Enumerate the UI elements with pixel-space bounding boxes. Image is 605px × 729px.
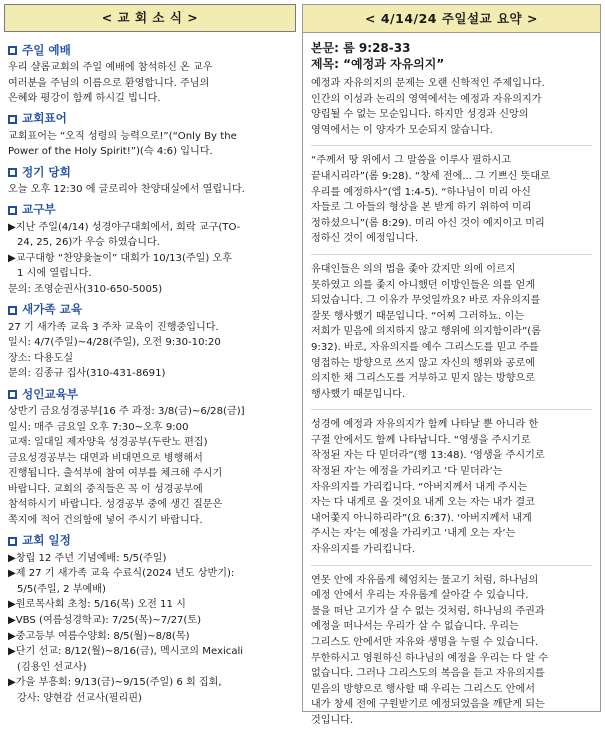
sermon-paragraph xyxy=(311,153,592,247)
paragraph-divider xyxy=(311,565,592,566)
sermon-text-line: 물을 떠난 고기가 살 수 없는 것처럼, 하나님의 주권과 xyxy=(311,605,545,617)
sermon-text-line: 영접하는 방향으로 쓰지 않고 자신의 행위와 공로에 xyxy=(311,357,536,369)
sermon-text-line: 인간의 이성과 논리의 영역에서는 예정과 자유의지가 xyxy=(311,93,542,105)
sermon-text-line: 것입니다. xyxy=(311,714,354,726)
sermon-text-line: 의지한 채 그리스도를 거부하고 믿지 않는 방향으로 xyxy=(311,373,536,385)
church-news-banner: < 교 회 소 식 > xyxy=(4,4,296,32)
section-text-line: 진행됩니다. 출석부에 참여 여부를 체크해 주시기 xyxy=(8,468,223,480)
paragraph-divider xyxy=(311,145,592,146)
section-title: 새가족 교육 xyxy=(22,302,83,317)
sermon-text-line: 작정된 자’는 예정을 가리키고 ‘다 믿더라’는 xyxy=(311,466,503,478)
sermon-text-line: 자유의지를 가리킵니다. “아버지께서 내게 주시는 xyxy=(311,481,528,493)
news-section-1 xyxy=(8,111,290,160)
square-bullet-icon xyxy=(8,115,17,124)
section-title: 주일 예배 xyxy=(22,42,71,57)
sermon-paragraphs xyxy=(311,76,592,729)
sermon-title: 제목: “예정과 자유의지” xyxy=(311,57,445,71)
news-section-6 xyxy=(8,533,290,707)
sermon-text-line: 연못 안에 자유롭게 헤엄치는 물고기 처럼, 하나님의 xyxy=(311,574,539,586)
section-title: 성인교육부 xyxy=(22,386,78,401)
sermon-text-line: 내가 창세 전에 구원받기로 예정되었음을 깨닫게 되는 xyxy=(311,699,545,711)
news-section-5 xyxy=(8,386,290,529)
section-text-line: 여러분을 주님의 이름으로 환영합니다. 주님의 xyxy=(8,77,210,89)
sermon-text-line: “주께서 땅 위에서 그 말씀을 이루사 필하시고 xyxy=(311,155,511,167)
sermon-text-line: 유대인들은 의의 법을 좇아 갔지만 의에 이르지 xyxy=(311,263,516,275)
section-title: 교회표어 xyxy=(22,111,67,126)
section-text-line: 쪽지에 적어 건의함에 넣어 주시기 바랍니다. xyxy=(8,515,203,527)
sermon-text-line: 잘못 행사했기 때문입니다. “어찌 그러하뇨. 이는 xyxy=(311,310,524,322)
paragraph-divider xyxy=(311,254,592,255)
square-bullet-icon xyxy=(8,46,17,55)
sermon-text-line: 내어쫓지 아니하리라”(요 6:37). ‘아버지께서 내게 xyxy=(311,512,532,524)
section-text-line: 5/5(주일, 2 부예배) xyxy=(17,583,106,595)
sermon-text-line: 9:32). 바로, 자유의지를 예수 그리스도를 믿고 주를 xyxy=(311,341,539,353)
sermon-text-line: 작정된 자는 다 믿더라”(행 13:48). ‘영생을 주시기로 xyxy=(311,450,545,462)
sermon-text-line: 자유의지를 가리킵니다. xyxy=(311,544,415,556)
sermon-text-line: 되었습니다. 그 이유가 무엇일까요? 바로 자유의지를 xyxy=(311,295,541,307)
section-text-line: ▶단기 선교: 8/12(월)~8/16(금), 멕시코의 Mexicali xyxy=(8,646,244,658)
section-text-line: 문의: 조영순권사(310-650-5005) xyxy=(8,283,163,295)
sermon-text-line: 정하신 것이 예정입니다. xyxy=(311,233,419,245)
sermon-text-line: 못하였고 의를 좇지 아니했던 이방인들은 의를 얻게 xyxy=(311,279,536,291)
section-text-line: 일시: 매주 금요일 오후 7:30~오후 9:00 xyxy=(8,421,189,433)
sermon-text-line: 양립될 수 없는 모순입니다. 하지만 성경과 신앙의 xyxy=(311,109,529,121)
section-heading xyxy=(8,111,290,128)
sermon-text-line: 행사했기 때문입니다. xyxy=(311,388,406,400)
section-text-line: 27 기 새가족 교육 3 주차 교육이 진행중입니다. xyxy=(8,321,219,333)
sermon-text-line: 우리를 예정하사”(엡 1:4-5). “하나님이 미리 아신 xyxy=(311,186,531,198)
sermon-paragraph xyxy=(311,573,592,729)
section-title: 교회 일정 xyxy=(22,533,71,548)
section-title: 교구부 xyxy=(22,202,56,217)
section-text-line: 1 시에 열립니다. xyxy=(17,268,92,280)
sermon-text-line: 정하셨으니”(롬 8:29). 미리 아신 것이 예지이고 미리 xyxy=(311,217,545,229)
section-text-line: ▶원로목사회 초청: 5/16(목) 오전 11 시 xyxy=(8,599,186,611)
square-bullet-icon xyxy=(8,168,17,177)
square-bullet-icon xyxy=(8,537,17,546)
section-text-line: ▶VBS (여름성경학교): 7/25(목)~7/27(토) xyxy=(8,615,202,627)
section-text-line: 24, 25, 26)가 우승 하였습니다. xyxy=(17,237,160,249)
square-bullet-icon xyxy=(8,390,17,399)
sermon-body xyxy=(303,33,600,729)
sermon-text-line: 믿음의 방향으로 행사할 때 우리는 그리스도 안에서 xyxy=(311,683,536,695)
sermon-text-line: 자들로 그 아들의 형상을 본 받게 하기 위하여 미리 xyxy=(311,202,532,214)
section-text-line: 일시: 4/7(주일)~4/28(주일), 오전 9:30-10:20 xyxy=(8,337,221,349)
section-text-line: Power of the Holy Spirit!”)(슥 4:6) 입니다. xyxy=(8,146,213,158)
square-bullet-icon xyxy=(8,206,17,215)
section-text-line: 금요성경공부는 대면과 비대면으로 병행해서 xyxy=(8,452,203,464)
section-text-line: ▶지난 주일(4/14) 성경야구대회에서, 희락 교구(TO- xyxy=(8,221,241,233)
news-section-4 xyxy=(8,302,290,382)
sermon-text-line: 구절 안에서도 함께 나타납니다. “영생을 주시기로 xyxy=(311,434,531,446)
sermon-text-line: 끝내시리라”(롬 9:28). “창세 전에... 그 기쁘신 뜻대로 xyxy=(311,170,550,182)
section-text-line: 은혜와 평강이 함께 하시길 빕니다. xyxy=(8,93,161,105)
section-text-line: ▶가을 부흥회: 9/13(금)~9/15(주일) 6 회 집회, xyxy=(8,677,222,689)
section-text-line: 참석하시기 바랍니다. 성경공부 중에 생긴 질문은 xyxy=(8,499,223,511)
sermon-paragraph xyxy=(311,262,592,402)
sermon-text-line: 주시는 자’는 예정을 가리키고 ‘내게 오는 자’는 xyxy=(311,528,516,540)
section-text-line: ▶중고등부 여름수양회: 8/5(월)~8/8(목) xyxy=(8,630,190,642)
section-text-line: 장소: 다용도실 xyxy=(8,352,74,364)
sermon-paragraph xyxy=(311,417,592,557)
square-bullet-icon xyxy=(8,306,17,315)
sermon-text-line: 무한하시고 영원하신 하나님의 예정을 우리는 다 알 수 xyxy=(311,652,548,664)
section-text-line: 우리 샬롬교회의 주일 예배에 참석하신 온 교우 xyxy=(8,62,213,73)
section-text-line: 바랍니다. 교회의 중직들은 꼭 이 성경공부에 xyxy=(8,483,203,495)
section-text-line: 교재: 일대일 제자양육 성경공부(두란노 편집) xyxy=(8,437,208,449)
sermon-summary-column xyxy=(302,4,601,726)
sermon-text-line: 없습니다. 그러나 그리스도의 복음을 듣고 자유의지를 xyxy=(311,668,545,680)
section-text-line: 오늘 오후 12:30 에 글로리아 찬양대실에서 열립니다. xyxy=(8,183,245,195)
sermon-text-line: 자는 다 내게로 올 것이요 내게 오는 자는 내가 결코 xyxy=(311,497,535,509)
sermon-text-line: 성경에 예정과 자유의지가 함께 나타날 뿐 아니라 한 xyxy=(311,419,539,431)
section-text-line: ▶교구대항 “찬양윷놀이” 대회가 10/13(주일) 오후 xyxy=(8,252,233,264)
sermon-text-line: 영역에서는 이 양자가 모순되지 않습니다. xyxy=(311,124,493,136)
section-heading xyxy=(8,202,290,219)
news-section-0 xyxy=(8,42,290,107)
section-text-line: 상반기 금요성경공부[16 주 과정: 3/8(금)~6/28(금)] xyxy=(8,405,245,417)
sermon-summary-banner: < 4/14/24 주일설교 요약 > xyxy=(303,5,600,33)
sermon-text-line: 예정 안에서 우리는 자유롭게 살아갈 수 있습니다. xyxy=(311,590,529,602)
section-text-line: ▶제 27 기 새가족 교육 수료식(2024 년도 상반기): xyxy=(8,568,235,580)
section-heading xyxy=(8,164,290,181)
section-text-line: 교회표어는 “오직 성령의 능력으로!”(“Only By the xyxy=(8,130,237,142)
section-title: 정기 당회 xyxy=(22,164,71,179)
section-text-line: (김용인 선교사) xyxy=(17,661,87,673)
church-news-column xyxy=(4,4,296,712)
section-heading xyxy=(8,386,290,403)
news-section-3 xyxy=(8,202,290,298)
section-text-line: 문의: 김종규 집사(310-431-8691) xyxy=(8,368,166,380)
sermon-paragraph xyxy=(311,76,592,138)
sermon-text-line: 예정을 떠나서는 우리가 살 수 없습니다. 우리는 xyxy=(311,621,519,633)
section-heading xyxy=(8,302,290,319)
church-news-body xyxy=(4,32,296,707)
section-heading xyxy=(8,42,290,59)
sermon-text-line: 그리스도 안에서만 자유와 생명을 누릴 수 있습니다. xyxy=(311,637,539,648)
paragraph-divider xyxy=(311,409,592,410)
section-text-line: 강사: 양현감 선교사(필리핀) xyxy=(17,693,142,704)
news-section-2 xyxy=(8,164,290,198)
sermon-text-line: 예정과 자유의지의 문제는 오랜 신학적인 주제입니다. xyxy=(311,78,545,89)
sermon-text-line: 저희가 믿음에 의지하지 않고 행위에 의지함이라”(롬 xyxy=(311,326,541,338)
sermon-scripture-reference: 본문: 롬 9:28-33 xyxy=(311,41,411,55)
section-heading xyxy=(8,533,290,550)
section-text-line: ▶창립 12 주년 기념예배: 5/5(주일) xyxy=(8,552,167,564)
